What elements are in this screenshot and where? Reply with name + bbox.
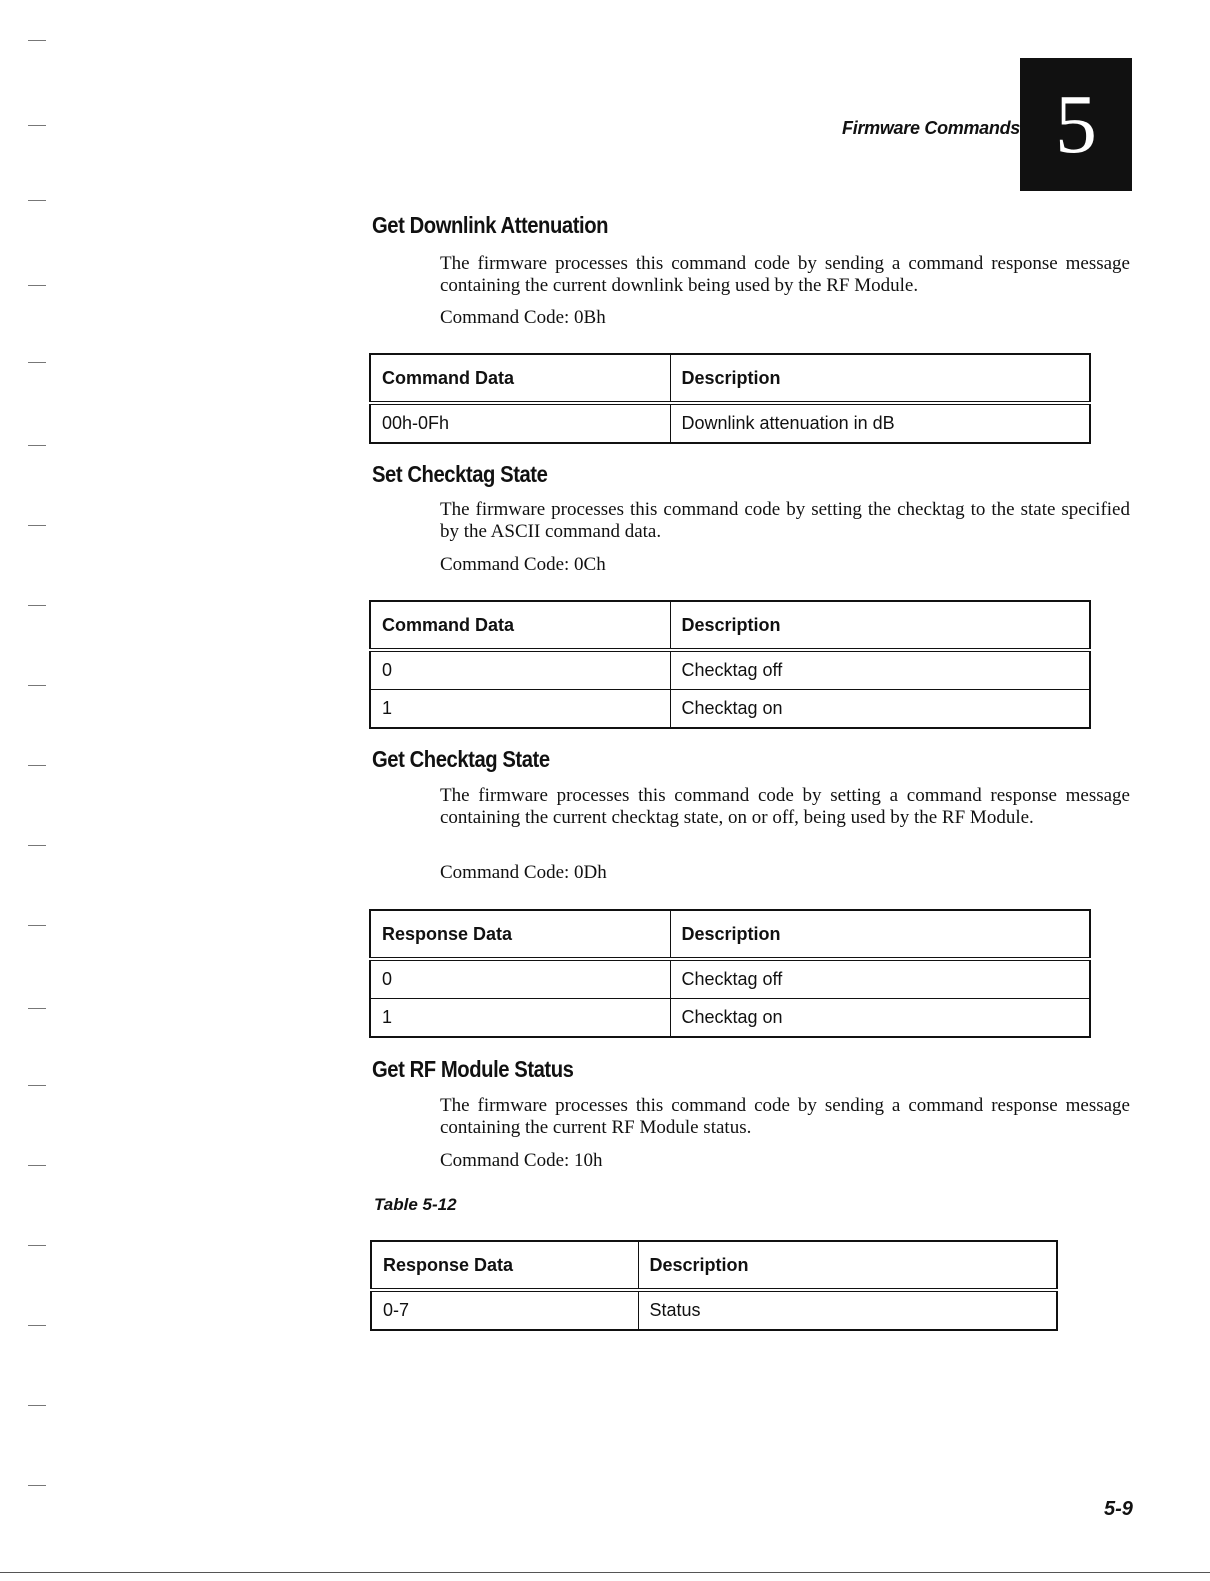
column-header: Description xyxy=(638,1241,1057,1290)
data-table xyxy=(369,909,1091,1038)
column-header: Command Data xyxy=(370,601,670,650)
table-cell: 0 xyxy=(370,959,670,999)
table-row xyxy=(371,1290,1057,1330)
command-code: Command Code: 0Bh xyxy=(440,307,606,328)
table-cell: Checktag on xyxy=(670,999,1090,1038)
data-table xyxy=(370,1240,1058,1331)
column-header: Response Data xyxy=(370,910,670,959)
table-cell: 0 xyxy=(370,650,670,690)
table-row xyxy=(370,959,1090,999)
table-caption: Table 5-12 xyxy=(374,1195,457,1214)
table-cell: Downlink attenuation in dB xyxy=(670,403,1090,443)
table-cell: Checktag off xyxy=(670,650,1090,690)
command-code: Command Code: 0Ch xyxy=(440,554,606,575)
section-body: The firmware processes this command code by setting a command response message containing the current checktag state, on or off, being used by the RF Module. xyxy=(440,785,1130,828)
table-cell: Status xyxy=(638,1290,1057,1330)
table-row xyxy=(370,690,1090,729)
column-header: Description xyxy=(670,601,1090,650)
table-row xyxy=(370,650,1090,690)
data-table xyxy=(369,600,1091,729)
page-number: 5-9 xyxy=(1104,1498,1133,1520)
column-header: Command Data xyxy=(370,354,670,403)
scan-edge-line xyxy=(0,1572,1210,1573)
chapter-tab: 5 xyxy=(1020,58,1132,191)
section-title-get-downlink-attenuation: Get Downlink Attenuation xyxy=(372,212,609,238)
command-code: Command Code: 10h xyxy=(440,1150,603,1171)
column-header: Description xyxy=(670,910,1090,959)
table-cell: 1 xyxy=(370,690,670,729)
table-cell: Checktag off xyxy=(670,959,1090,999)
section-title-set-checktag-state: Set Checktag State xyxy=(372,461,548,487)
table-header-row xyxy=(370,910,1090,959)
column-header: Response Data xyxy=(371,1241,638,1290)
section-body: The firmware processes this command code by sending a command response message containing the current RF Module status. xyxy=(440,1095,1130,1138)
table-cell: Checktag on xyxy=(670,690,1090,729)
table-header-row xyxy=(371,1241,1057,1290)
table-cell: 00h-0Fh xyxy=(370,403,670,443)
section-title-get-rf-module-status: Get RF Module Status xyxy=(372,1056,574,1082)
section-body: The firmware processes this command code by setting the checktag to the state specified by the ASCII command data. xyxy=(440,499,1130,542)
running-header: Firmware Commands xyxy=(842,118,1020,138)
data-table xyxy=(369,353,1091,444)
table-cell: 0-7 xyxy=(371,1290,638,1330)
table-cell: 1 xyxy=(370,999,670,1038)
section-body: The firmware processes this command code by sending a command response message containing the current downlink being used by the RF Module. xyxy=(440,253,1130,296)
command-code: Command Code: 0Dh xyxy=(440,862,607,883)
table-header-row xyxy=(370,354,1090,403)
column-header: Description xyxy=(670,354,1090,403)
section-title-get-checktag-state: Get Checktag State xyxy=(372,746,550,772)
table-row xyxy=(370,999,1090,1038)
table-header-row xyxy=(370,601,1090,650)
table-row xyxy=(370,403,1090,443)
